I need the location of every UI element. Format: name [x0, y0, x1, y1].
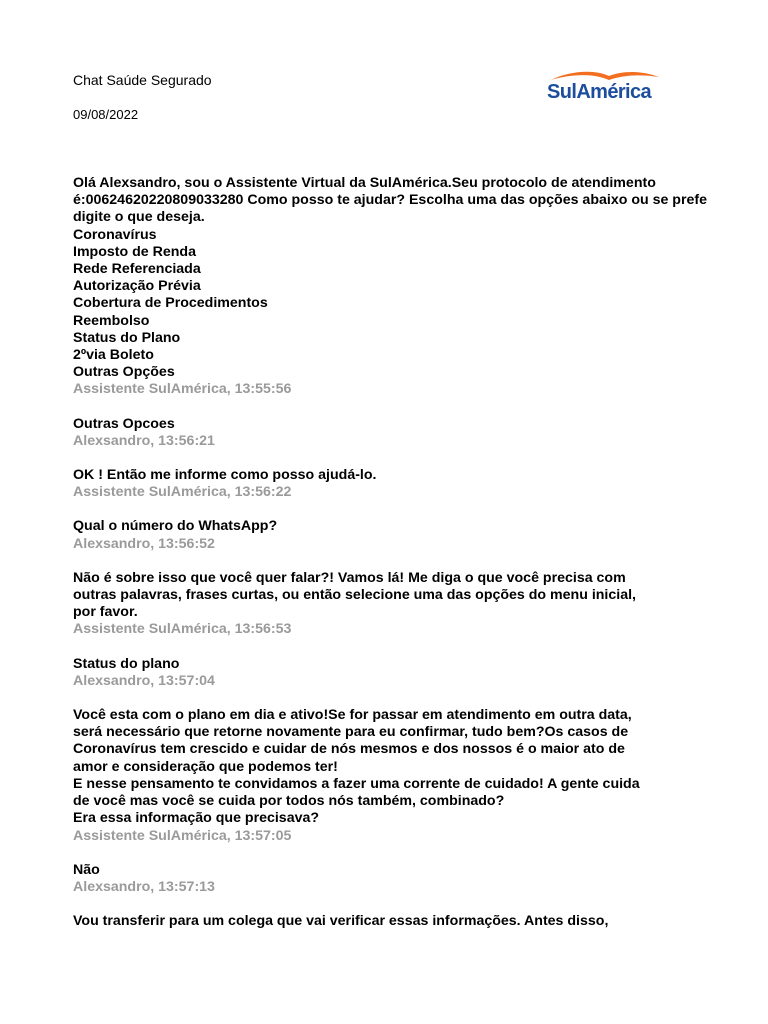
- message-line: OK ! Então me informe como posso ajudá-lo.: [73, 467, 377, 484]
- document-title: Chat Saúde Segurado: [73, 72, 212, 88]
- message-line: é:00624620220809033280 Como posso te ajudar? Escolha uma das opções abaixo ou se prefe: [73, 192, 708, 209]
- message-text: [73, 862, 768, 879]
- message-text: [73, 913, 768, 930]
- message-text: [73, 175, 768, 381]
- document-date: 09/08/2022: [73, 107, 139, 122]
- message-line: amor e consideração que podemos ter!: [73, 758, 338, 775]
- chat-message: [73, 175, 768, 399]
- message-line: será necessário que retorne novamente para eu confirmar, tudo bem?Os casos de: [73, 724, 629, 741]
- message-line: digite o que deseja.: [73, 209, 205, 226]
- message-line: Qual o número do WhatsApp?: [73, 518, 278, 535]
- message-meta: Alexsandro, 13:57:13: [73, 878, 215, 895]
- chat-message: [73, 518, 768, 552]
- message-line: Outras Opcoes: [73, 415, 175, 432]
- menu-option: 2ºvia Boleto: [73, 347, 154, 364]
- message-meta: Alexsandro, 13:56:52: [73, 535, 215, 552]
- message-text: [73, 467, 768, 484]
- message-meta: Assistente SulAmérica, 13:56:53: [73, 621, 292, 638]
- chat-message: [73, 467, 768, 501]
- menu-option: Coronavírus: [73, 226, 157, 243]
- chat-message: [73, 416, 768, 450]
- chat-message: [73, 570, 768, 639]
- chat-message: [73, 707, 768, 845]
- chat-message: [73, 913, 768, 930]
- message-meta: Alexsandro, 13:56:21: [73, 432, 215, 449]
- menu-option: Rede Referenciada: [73, 261, 201, 278]
- menu-option: Reembolso: [73, 312, 150, 329]
- menu-option: Autorização Prévia: [73, 278, 201, 295]
- message-line: Era essa informação que precisava?: [73, 810, 320, 827]
- chat-message: [73, 862, 768, 896]
- message-meta: Assistente SulAmérica, 13:56:22: [73, 484, 292, 501]
- message-line: Status do plano: [73, 655, 180, 672]
- sulamerica-logo: [545, 68, 663, 104]
- chat-transcript: [73, 175, 768, 947]
- message-line: Vou transferir para um colega que vai verificar essas informações. Antes disso,: [73, 913, 609, 930]
- message-line: Olá Alexsandro, sou o Assistente Virtual da SulAmérica.Seu protocolo de atendimento: [73, 175, 656, 191]
- menu-option: Outras Opções: [73, 364, 175, 381]
- message-line: de você mas você se cuida por todos nós também, combinado?: [73, 793, 505, 810]
- message-line: E nesse pensamento te convidamos a fazer uma corrente de cuidado! A gente cuida: [73, 775, 640, 792]
- message-text: [73, 570, 768, 622]
- message-meta: Assistente SulAmérica, 13:57:05: [73, 827, 292, 844]
- message-line: Não é sobre isso que você quer falar?! Vamos lá! Me diga o que você precisa com: [73, 569, 626, 586]
- message-line: Não: [73, 861, 100, 878]
- message-line: Coronavírus tem crescido e cuidar de nós mesmos e dos nossos é o maior ato de: [73, 741, 625, 758]
- chat-message: [73, 656, 768, 690]
- logo-text: SulAmérica: [547, 81, 652, 103]
- message-meta: Alexsandro, 13:57:04: [73, 672, 215, 689]
- message-line: outras palavras, frases curtas, ou então selecione uma das opções do menu inicial,: [73, 587, 636, 604]
- message-line: por favor.: [73, 604, 138, 621]
- menu-option: Imposto de Renda: [73, 243, 196, 260]
- message-meta: Assistente SulAmérica, 13:55:56: [73, 381, 292, 398]
- message-line: Você esta com o plano em dia e ativo!Se for passar em atendimento em outra data,: [73, 707, 632, 724]
- message-text: [73, 518, 768, 535]
- menu-option: Status do Plano: [73, 329, 181, 346]
- message-text: [73, 656, 768, 673]
- menu-option: Cobertura de Procedimentos: [73, 295, 268, 312]
- message-text: [73, 416, 768, 433]
- message-text: [73, 707, 768, 827]
